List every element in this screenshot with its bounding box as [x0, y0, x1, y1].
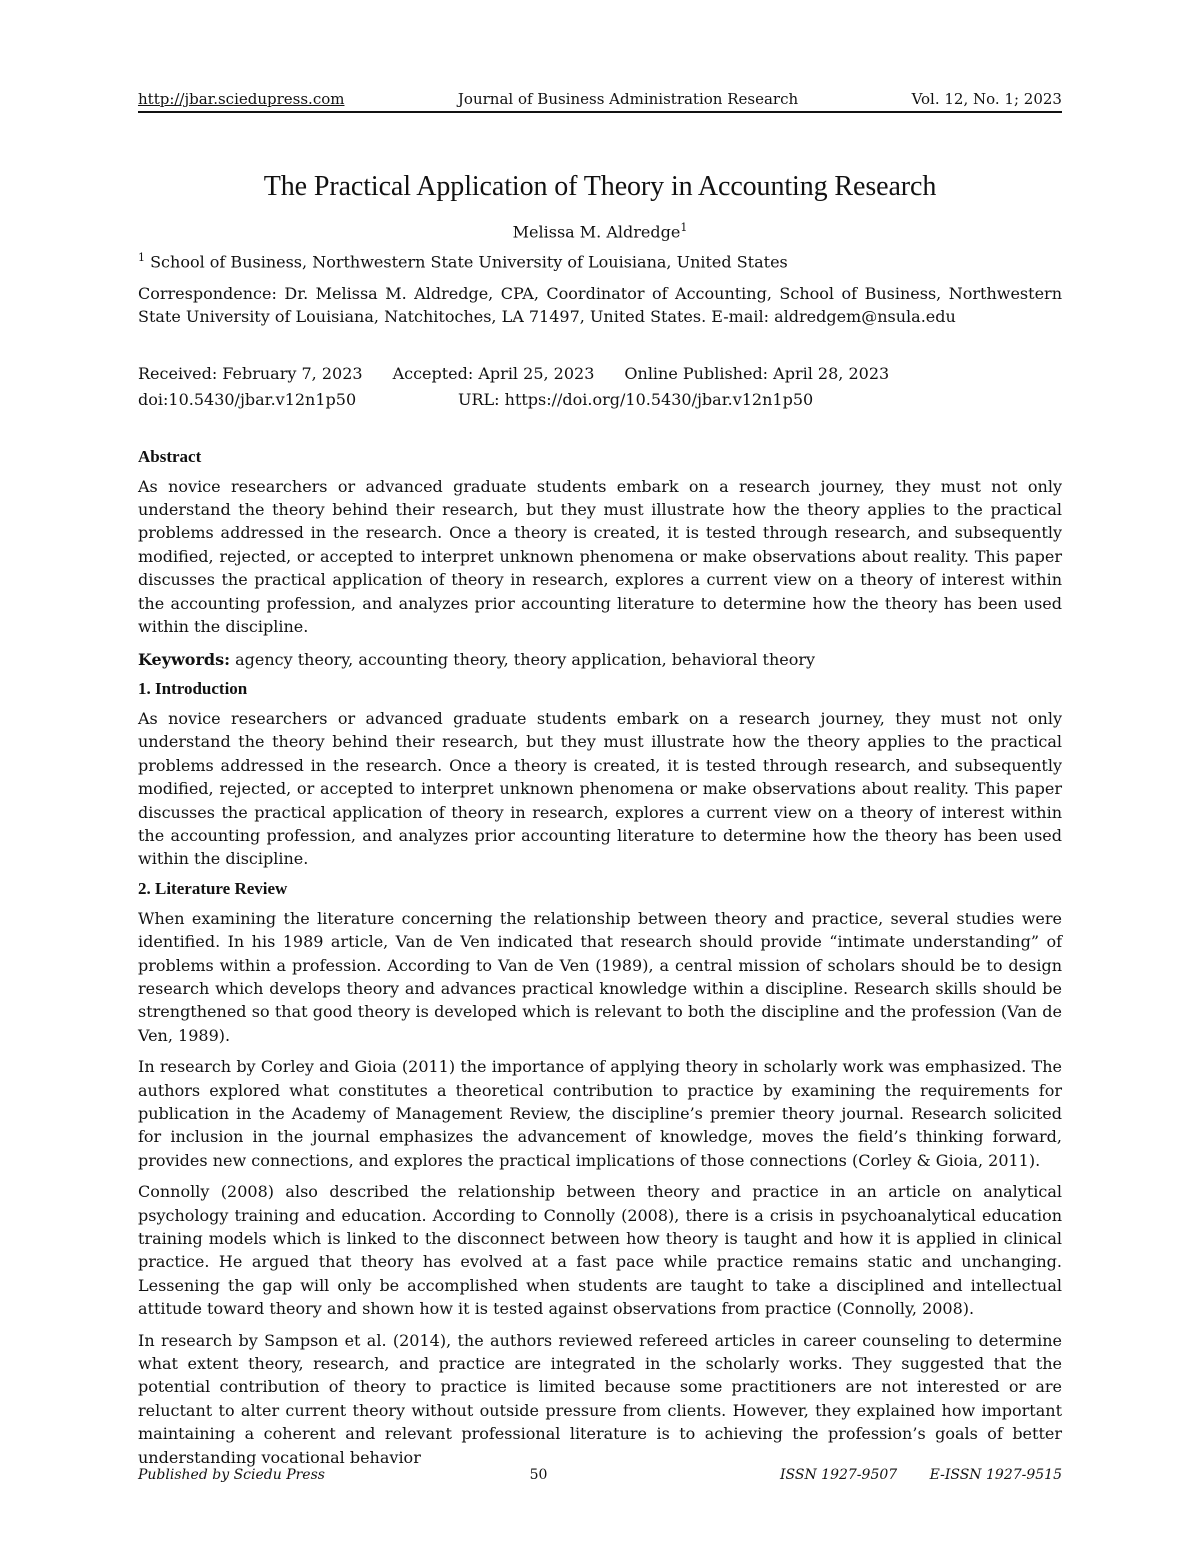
- accepted-date: Accepted: April 25, 2023: [392, 363, 595, 383]
- paragraph: In research by Sampson et al. (2014), the authors reviewed refereed articles in career counseling to determine what extent theory, research, and practice are integrated in the scholarly works. They suggested that the potential contribution of theory to practice is limited because some practitioners are not interested or are reluctant to alter current theory without outside pressure from clients. However, they explained how important maintaining a coherent and relevant professional literature is to achieving the profession’s goals of better understanding vocational behavior: [138, 1330, 1062, 1467]
- doi: doi:10.5430/jbar.v12n1p50: [138, 389, 357, 409]
- author-superscript: 1: [680, 221, 688, 234]
- page-number: 50: [529, 1467, 548, 1483]
- journal-url-link[interactable]: http://jbar.sciedupress.com: [138, 90, 345, 108]
- volume-info: Vol. 12, No. 1; 2023: [911, 90, 1062, 108]
- received-date: Received: February 7, 2023: [138, 363, 363, 383]
- paragraph: In research by Corley and Gioia (2011) the importance of applying theory in scholarly work was emphasized. The authors explored what constitutes a theoretical contribution to practice by examining the requirements for publication in the Academy of Management Review, the discipline’s premier theory journal. Research solicited for inclusion in the journal emphasizes the advancement of knowledge, moves the field’s thinking forward, provides new connections, and explores the practical implications of those connections (Corley & Gioia, 2011).: [138, 1057, 1062, 1170]
- introduction-text: As novice researchers or advanced graduate students embark on a research journey, they must not only understand the theory behind their research, but they must illustrate how the theory applies to the practical problems addressed in the research. Once a theory is created, it is tested through research, and subsequently modified, rejected, or accepted to interpret unknown phenomena or make observations about reality. This paper discusses the practical application of theory in research, explores a current view on a theory of interest within the accounting profession, and analyzes prior accounting literature to determine how the theory has been used within the discipline.: [138, 708, 1062, 869]
- affiliation-text: School of Business, Northwestern State University of Louisiana, United States: [150, 252, 788, 272]
- abstract-text: As novice researchers or advanced graduate students embark on a research journey, they must not only understand the theory behind their research, but they must illustrate how the theory applies to the practical problems addressed in the research. Once a theory is created, it is tested through research, and subsequently modified, rejected, or accepted to interpret unknown phenomena or make observations about reality. This paper discusses the practical application of theory in research, explores a current view on a theory of interest within the accounting profession, and analyzes prior accounting literature to determine how the theory has been used within the discipline.: [138, 476, 1062, 637]
- running-header: [138, 90, 1062, 113]
- journal-name: Journal of Business Administration Research: [457, 90, 799, 108]
- page: [138, 90, 1062, 1469]
- literature-review-heading: 2. Literature Review: [138, 878, 288, 898]
- publication-dates: [138, 364, 1062, 383]
- published-date: Online Published: April 28, 2023: [624, 363, 890, 383]
- author-line: [138, 221, 1062, 241]
- doi-url[interactable]: URL: https://doi.org/10.5430/jbar.v12n1p50: [458, 389, 814, 409]
- correspondence: Correspondence: Dr. Melissa M. Aldredge, CPA, Coordinator of Accounting, School of Business, Northwestern State University of Louisiana, Natchitoches, LA 71497, United States. E-mail: aldredgem@nsula.edu: [138, 283, 1062, 326]
- publisher: Published by Sciedu Press: [138, 1467, 325, 1483]
- introduction-heading: 1. Introduction: [138, 678, 248, 698]
- doi-line: [138, 390, 1062, 409]
- keywords-text: agency theory, accounting theory, theory application, behavioral theory: [235, 649, 816, 669]
- keywords: [138, 648, 1062, 671]
- author-name: Melissa M. Aldredge: [512, 222, 681, 242]
- eissn: E-ISSN 1927-9515: [929, 1467, 1062, 1483]
- paragraph: When examining the literature concerning the relationship between theory and practice, several studies were identified. In his 1989 article, Van de Ven indicated that research should provide “intimate understanding” of problems within a profession. According to Van de Ven (1989), a central mission of scholars should be to design research which develops theory and advances practical knowledge within a discipline. Research skills should be strengthened so that good theory is developed which is relevant to both the discipline and the profession (Van de Ven, 1989).: [138, 908, 1062, 1045]
- paragraph: Connolly (2008) also described the relationship between theory and practice in an article on analytical psychology training and education. According to Connolly (2008), there is a crisis in psychoanalytical education training models which is linked to the disconnect between how theory is taught and how it is applied in clinical practice. He argued that theory has evolved at a fast pace while practice remains static and unchanging. Lessening the gap will only be accomplished when students are taught to take a disciplined and intellectual attitude toward theory and shown how it is tested against observations from practice (Connolly, 2008).: [138, 1182, 1062, 1319]
- keywords-label: Keywords:: [138, 649, 231, 669]
- page-footer: [138, 1467, 1062, 1483]
- issn-numbers: [752, 1467, 1062, 1483]
- affiliation-superscript: 1: [138, 251, 145, 265]
- issn: ISSN 1927-9507: [780, 1467, 898, 1483]
- article-title: The Practical Application of Theory in Accounting Research: [263, 171, 937, 202]
- affiliation: [138, 251, 1062, 271]
- abstract-heading: Abstract: [138, 446, 202, 466]
